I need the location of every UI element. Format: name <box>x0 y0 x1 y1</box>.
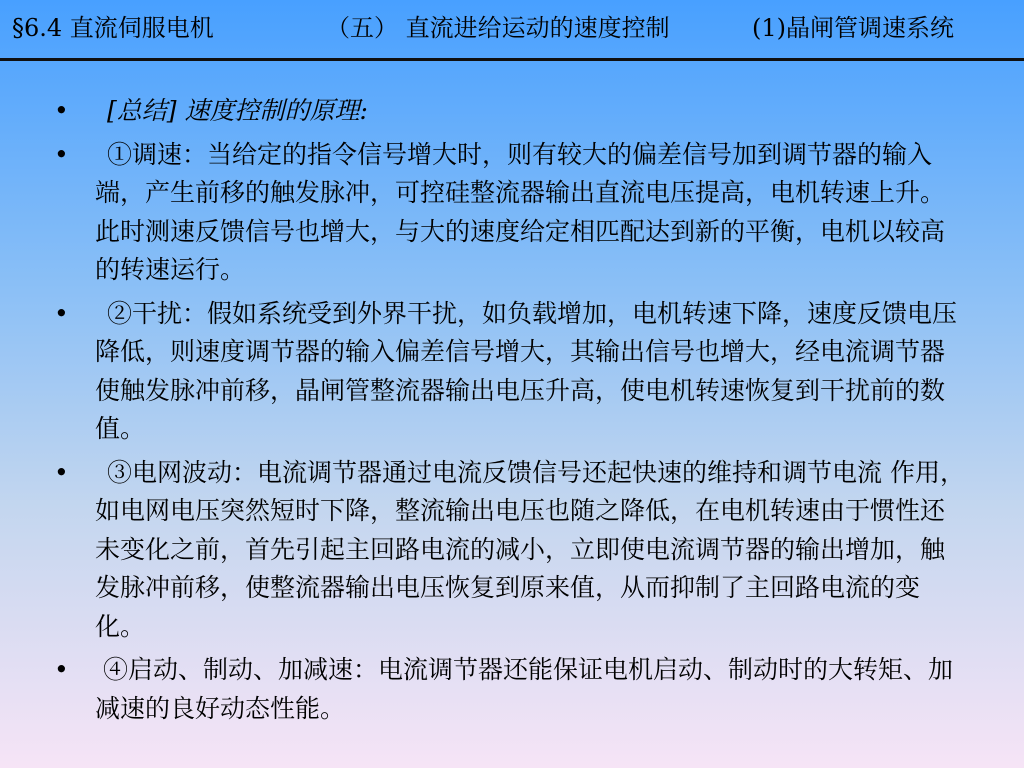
section-title: §6.4 直流伺服电机 <box>12 14 214 42</box>
speed-adjust-item <box>0 136 967 290</box>
bullet-marker: • <box>54 96 69 125</box>
disturbance-text: ②干扰：假如系统受到外界干扰，如负载增加，电机转速下降，速度反馈电压降低，则速度调节器的输入偏差信号增大，其输出信号也增大，经电流调节器使触发脉冲前移，晶闸管整流器输出电压升高，使电机转速恢复到干扰前的数值。 <box>95 298 958 443</box>
header-divider <box>0 58 1024 61</box>
bullet-marker: • <box>54 139 69 169</box>
subsection-title: （五） 直流进给运动的速度控制 <box>326 14 670 42</box>
bullet-marker: • <box>54 457 69 487</box>
speed-adjust-text: ①调速：当给定的指令信号增大时，则有较大的偏差信号加到调节器的输入端，产生前移的触发脉冲，可控硅整流器输出直流电压提高，电机转速上升。此时测速反馈信号也增大，与大的速度给定相匹配达到新的平衡，电机以较高的转速运行。 <box>95 139 946 284</box>
start-brake-item <box>0 651 967 728</box>
disturbance-item <box>0 295 967 449</box>
summary-heading-item <box>0 92 967 131</box>
summary-heading-text: [总结] 速度控制的原理: <box>107 96 368 125</box>
bullet-marker: • <box>54 298 69 328</box>
topic-title: (1)晶闸管调速系统 <box>752 14 954 42</box>
bullet-marker: • <box>54 655 69 684</box>
start-brake-text: ④启动、制动、加减速：电流调节器还能保证电机启动、制动时的大转矩、加减速的良好动态性能。 <box>95 655 954 723</box>
grid-fluctuation-text: ③电网波动：电流调节器通过电流反馈信号还起快速的维持和调节电流 作用，如电网电压突然短时下降，整流输出电压也随之降低，在电机转速由于惯性还未变化之前，首先引起主回路电流的减小，立即使电流调节器的输出增加，触发脉冲前移，使整流器输出电压恢复到原来值，从而抑制了主回路电流的变化。 <box>95 457 965 641</box>
bullet-list <box>0 92 1024 733</box>
grid-fluctuation-item <box>0 454 967 647</box>
slide-header <box>0 0 1024 58</box>
